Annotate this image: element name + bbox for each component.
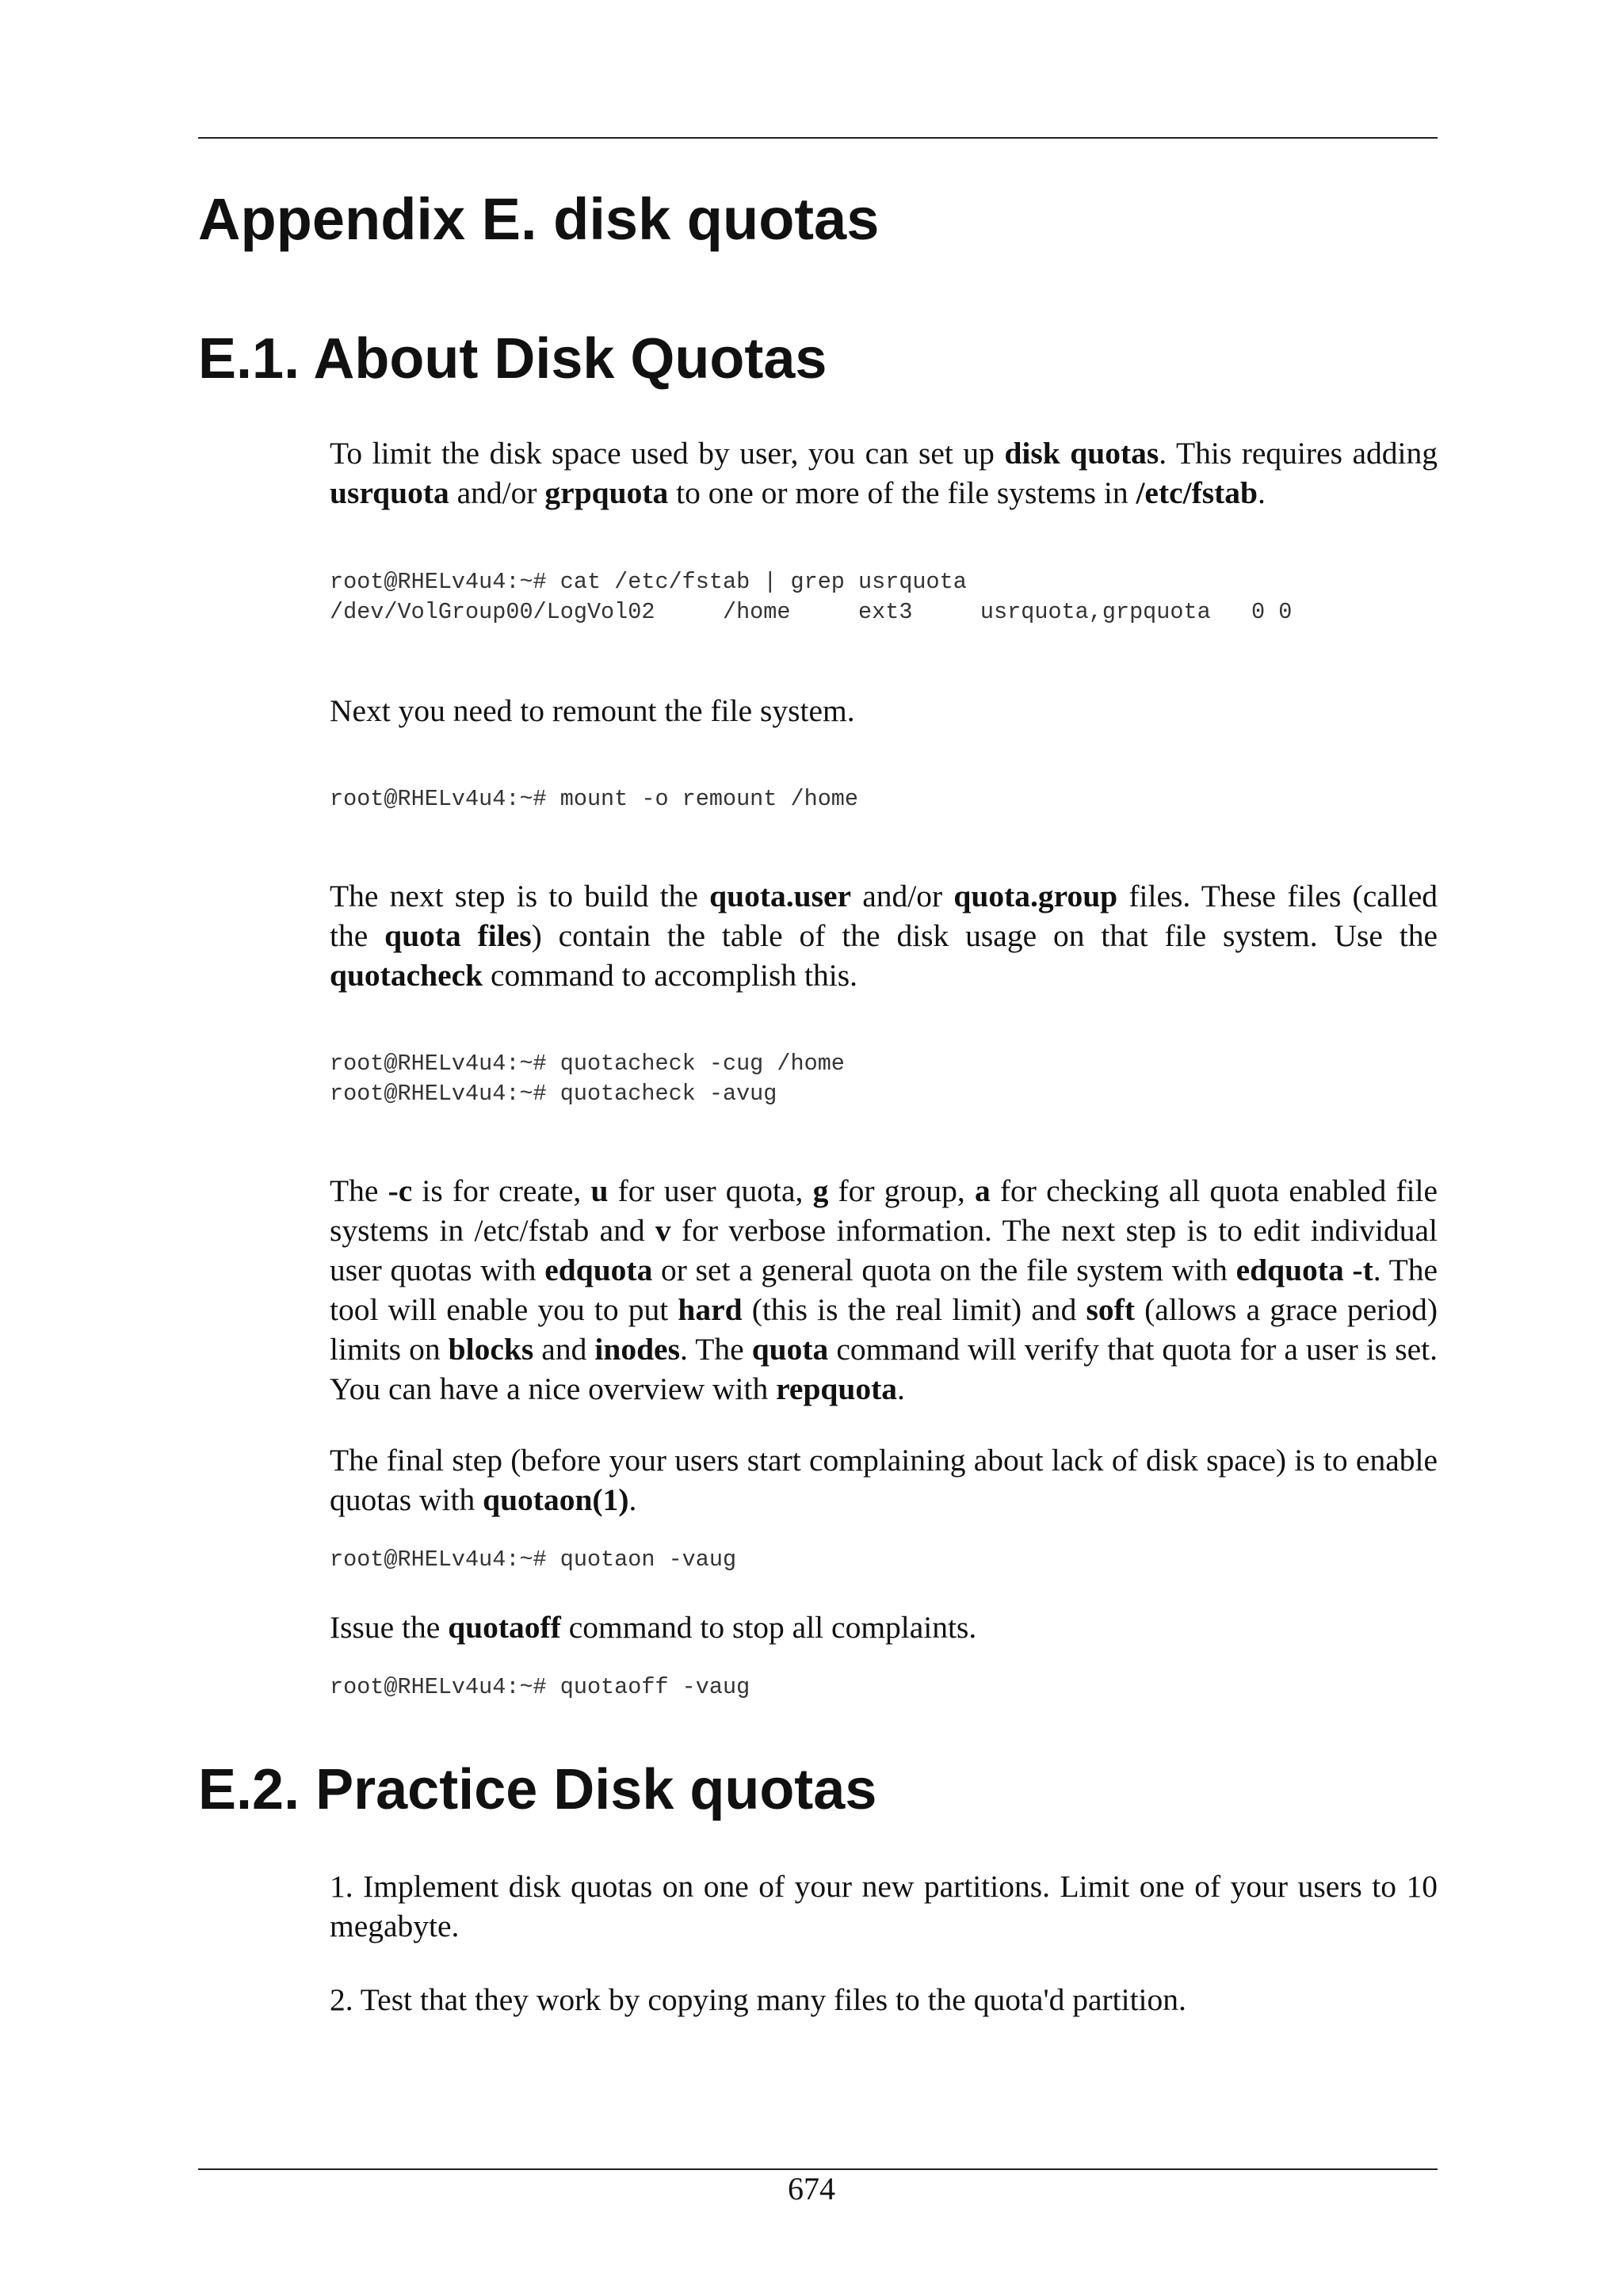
code-line: /dev/VolGroup00/LogVol02 /home ext3 usrquota,grpquota 0 0 [330,599,1293,625]
code-line: root@RHELv4u4:~# quotaoff -vaug [330,1674,750,1700]
practice-item-2: 2. Test that they work by copying many files to the quota'd partition. [330,1982,1186,2017]
section-title-about-disk-quotas: E.1. About Disk Quotas [198,327,827,391]
page-number: 674 [788,2171,835,2206]
code-block-fstab [330,567,1292,627]
code-block-quotaon [330,1545,736,1575]
code-block-quotacheck [330,1049,845,1109]
quota-files-paragraph: The next step is to build the quota.user and/or quota.group files. These files (called the quota files) contain the table of the disk usage on that file system. Use the quotacheck command to accomplish this. [330,879,1438,993]
section-title-practice-disk-quotas: E.2. Practice Disk quotas [198,1758,877,1821]
code-line: root@RHELv4u4:~# quotacheck -avug [330,1081,777,1107]
chapter-title: Appendix E. disk quotas [198,186,880,252]
remount-paragraph: Next you need to remount the file system. [330,693,855,728]
options-paragraph: The -c is for create, u for user quota, g for group, a for checking all quota enabled file systems in /etc/fstab and v for verbose information. The next step is to edit individual user quotas with edquota or set a general quota on the file system with edquota -t. The tool will enable you to put hard (this is the real limit) and soft (allows a grace period) limits on blocks and inodes. The quota command will verify that quota for a user is set. You can have a nice overview with repquota. [330,1173,1438,1406]
intro-paragraph: To limit the disk space used by user, you can set up disk quotas. This requires adding usrquota and/or grpquota to one or more of the file systems in /etc/fstab. [330,436,1438,510]
code-line: root@RHELv4u4:~# cat /etc/fstab | grep usrquota [330,569,967,595]
quotaoff-paragraph: Issue the quotaoff command to stop all complaints. [330,1610,977,1645]
code-block-remount [330,784,858,814]
code-block-quotaoff [330,1672,750,1703]
code-line: root@RHELv4u4:~# mount -o remount /home [330,786,859,812]
code-line: root@RHELv4u4:~# quotacheck -cug /home [330,1051,845,1077]
code-line: root@RHELv4u4:~# quotaon -vaug [330,1547,737,1573]
header-rule [198,137,1438,139]
quotaon-paragraph: The final step (before your users start complaining about lack of disk space) is to enable quotas with quotaon(1). [330,1443,1438,1517]
practice-item-1: 1. Implement disk quotas on one of your new partitions. Limit one of your users to 10 megabyte. [330,1869,1438,1943]
